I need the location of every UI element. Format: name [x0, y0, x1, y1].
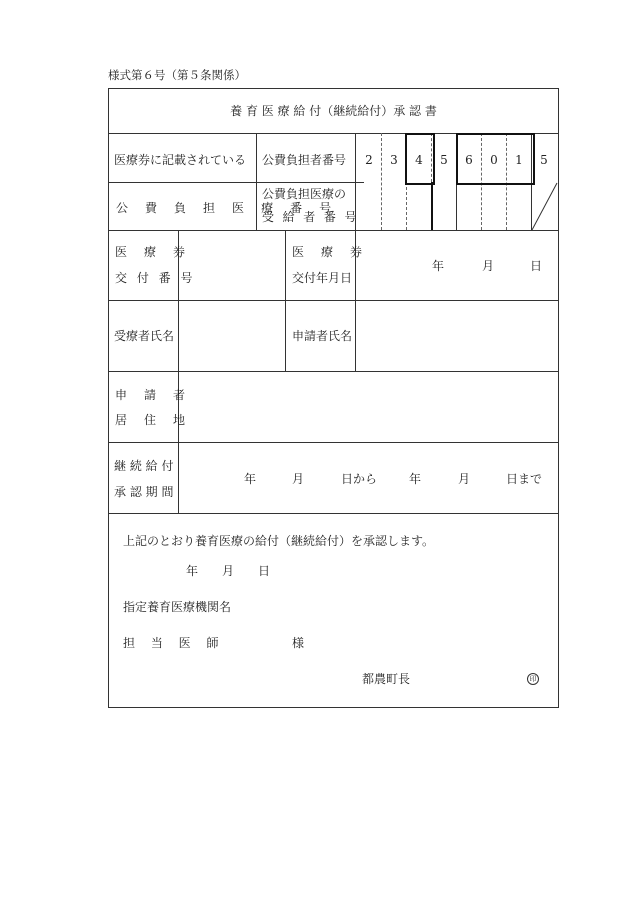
- ticket-note: 医療券に記載されている: [114, 153, 247, 167]
- notice-year: 年: [186, 564, 199, 578]
- period-label-line1: 継 続 給 付: [114, 459, 174, 473]
- payer-digit: 2: [365, 153, 373, 167]
- period-label-line2: 承 認 期 間: [114, 485, 174, 499]
- payer-digit: 4: [415, 153, 423, 167]
- issue-date-day: 日: [530, 259, 543, 273]
- row-divider: [108, 442, 559, 443]
- period-start-day: 日から: [341, 472, 378, 486]
- payer-digit: 5: [440, 153, 448, 167]
- seal-mark: 印: [527, 673, 539, 685]
- digit-separator: [456, 182, 457, 230]
- payer-number-label: 公費負担者番号: [262, 153, 347, 167]
- form-title: 養 育 医 療 給 付（継続給付）承 認 書: [230, 104, 437, 118]
- payer-digit: 6: [465, 153, 473, 167]
- column-divider: [256, 133, 257, 230]
- ticket-issue-date-label-line2: 交付年月日: [292, 271, 353, 285]
- recipient-number-label-line1: 公費負担医療の: [262, 187, 347, 201]
- institution-label: 指定養育医療機関名: [123, 600, 232, 614]
- payer-digit: 3: [390, 153, 398, 167]
- row-divider: [108, 513, 559, 514]
- notice-day: 日: [258, 564, 271, 578]
- row-divider: [108, 230, 559, 231]
- period-start-month: 月: [292, 472, 305, 486]
- patient-name-label: 受療者氏名: [114, 329, 175, 343]
- period-end-year: 年: [409, 472, 422, 486]
- issue-date-month: 月: [482, 259, 495, 273]
- row-divider: [108, 182, 364, 183]
- digit-separator: [406, 182, 407, 230]
- period-end-month: 月: [458, 472, 471, 486]
- notice-month: 月: [222, 564, 235, 578]
- ticket-issue-date-label-line1: 医 療 券: [292, 245, 369, 259]
- payer-digit: 1: [515, 153, 523, 167]
- recipient-number-label-line2: 受 給 者 番 号: [262, 210, 359, 224]
- blank-cell-slash: [531, 182, 559, 230]
- doctor-label: 担 当 医 師: [123, 636, 219, 650]
- issuer-name: 都農町長: [362, 672, 411, 686]
- period-start-year: 年: [244, 472, 257, 486]
- payer-digit: 0: [490, 153, 498, 167]
- digit-separator: [381, 133, 382, 230]
- form-number: 様式第６号（第５条関係）: [108, 68, 246, 82]
- applicant-address-label-line2: 居 住 地: [115, 413, 192, 427]
- digit-separator: [431, 182, 433, 230]
- row-divider: [108, 300, 559, 301]
- payer-digit: 5: [540, 153, 548, 167]
- row-divider: [108, 371, 559, 372]
- column-divider: [285, 230, 286, 371]
- approval-statement: 上記のとおり養育医療の給付（継続給付）を承認します。: [123, 534, 435, 548]
- applicant-address-label-line1: 申 請 者: [115, 388, 192, 402]
- ticket-issue-number-label-line1: 医 療 券: [115, 245, 192, 259]
- applicant-name-label: 申請者氏名: [292, 329, 353, 343]
- period-end-day: 日まで: [506, 472, 543, 486]
- ticket-number-label: 公 費 負 担 医 療 番 号: [116, 201, 338, 215]
- honorific: 様: [292, 636, 305, 650]
- ticket-issue-number-label-line2: 交 付 番 号: [115, 271, 196, 285]
- issue-date-year: 年: [432, 259, 445, 273]
